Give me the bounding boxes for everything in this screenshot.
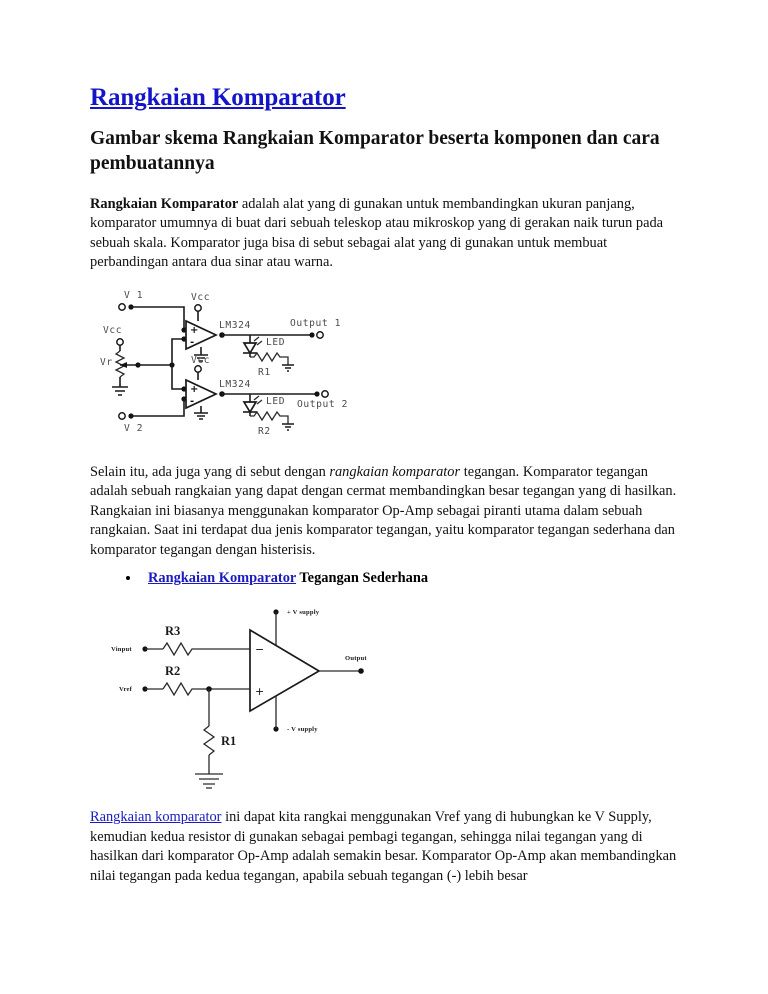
list-item-trailing: Tegangan Sederhana bbox=[296, 570, 429, 587]
led1-triangle bbox=[244, 343, 256, 353]
resistor-r3 bbox=[163, 643, 250, 655]
terminal-v1 bbox=[119, 304, 125, 310]
ground-symbol-r1 bbox=[282, 365, 294, 371]
opamp-minus-sign: − bbox=[255, 643, 265, 657]
figure-dual-lm324-comparator bbox=[98, 283, 678, 453]
ground-symbol-pot bbox=[112, 387, 128, 395]
label-v-supply-minus: - V supply bbox=[287, 726, 318, 734]
wire-wiper-to-opamp1-minus bbox=[172, 339, 184, 365]
paragraph-closing-link[interactable]: Rangkaian komparator bbox=[90, 809, 222, 826]
terminal-output1 bbox=[317, 332, 323, 338]
terminal-opamp1-vcc bbox=[195, 305, 201, 311]
label-led-bottom: LED bbox=[266, 395, 286, 407]
terminal-vcc-pot bbox=[117, 339, 123, 345]
label-vref: Vref bbox=[119, 686, 133, 694]
resistor-r1 bbox=[250, 353, 288, 365]
terminal-v2 bbox=[119, 413, 125, 419]
opamp1-minus-sign: - bbox=[190, 336, 195, 348]
opamp-plus-sign: + bbox=[255, 685, 265, 699]
label-v2: V 2 bbox=[124, 422, 144, 434]
label-ic-bottom: LM324 bbox=[219, 378, 251, 390]
label-output-2: Output 2 bbox=[297, 398, 349, 410]
terminal-opamp2-vcc bbox=[195, 366, 201, 372]
wire-wiper-to-opamp2-plus bbox=[172, 365, 184, 389]
paragraph-closing-body: ini dapat kita rangkai menggunakan Vref yang di hubungkan ke V Supply, kemudian kedua resistor di gunakan sebagai pembagi tegangan, sehingga nilai tegangan yang di hasilkan dari komparator Op-Amp adalah semakin besar. Komparator Op-Amp akan membandingkan nilai tegangan pada kedua tegangan, apabila sebuah tegangan (-) lebih besar bbox=[90, 809, 677, 884]
led2-triangle bbox=[244, 402, 256, 412]
schematic-dual-lm324 bbox=[98, 283, 378, 453]
document-content bbox=[90, 84, 678, 893]
label-opamp2-vcc: Vcc bbox=[191, 354, 211, 366]
wire-v2-to-opamp2-minus bbox=[131, 399, 184, 416]
paragraph-2-after: tegangan. Komparator tegangan adalah sebuah rangkaian yang dapat dengan cermat membandingkan besar tegangan yang di hasilkan. Rangkaian ini biasanya menggunakan komparator Op-Amp sebagai piranti utama dalam sebuah rangkaian. Saat ini terdapat dua jenis komparator tegangan, yaitu komparator tegangan sederhana dan komparator tegangan dengan histerisis. bbox=[90, 463, 677, 558]
label-output: Output bbox=[345, 655, 367, 663]
paragraph-voltage-comparator bbox=[90, 463, 678, 561]
node-output bbox=[358, 669, 364, 675]
label-vinput: Vinput bbox=[111, 646, 132, 654]
label-r1: R1 bbox=[258, 366, 271, 378]
bullet-list bbox=[90, 568, 678, 588]
opamp2-plus-sign: + bbox=[190, 383, 199, 395]
label-r2: R2 bbox=[258, 425, 271, 437]
opamp2-minus-sign: - bbox=[190, 395, 195, 407]
page-title bbox=[90, 84, 678, 113]
label-led-top: LED bbox=[266, 336, 286, 348]
list-item bbox=[148, 568, 678, 588]
node-output2 bbox=[314, 391, 319, 396]
ground-symbol-opamp2 bbox=[194, 413, 208, 419]
figure-simple-voltage-comparator bbox=[95, 598, 678, 798]
terminal-output2 bbox=[322, 391, 328, 397]
label-vr: Vr bbox=[100, 356, 113, 368]
node-output1 bbox=[309, 332, 314, 337]
label-ic-top: LM324 bbox=[219, 319, 251, 331]
resistor-r1 bbox=[204, 726, 214, 755]
label-r2: R2 bbox=[165, 664, 181, 679]
resistor-r2 bbox=[250, 412, 288, 424]
list-item-link[interactable]: Rangkaian Komparator bbox=[148, 570, 297, 587]
paragraph-intro-lead: Rangkaian Komparator bbox=[90, 195, 239, 212]
label-v1: V 1 bbox=[124, 289, 144, 301]
label-r1: R1 bbox=[221, 734, 237, 749]
label-output-1: Output 1 bbox=[290, 317, 342, 329]
paragraph-2-before: Selain itu, ada juga yang di sebut dengan bbox=[90, 463, 330, 480]
paragraph-closing bbox=[90, 808, 678, 886]
label-v-supply-plus: + V supply bbox=[287, 609, 320, 617]
schematic-simple-comparator bbox=[95, 598, 395, 798]
ground-symbol-r1 bbox=[195, 774, 223, 788]
page-title-link[interactable]: Rangkaian Komparator bbox=[90, 84, 346, 111]
ground-symbol-r2 bbox=[282, 424, 294, 430]
paragraph-intro bbox=[90, 195, 678, 273]
label-r3: R3 bbox=[165, 624, 181, 639]
paragraph-intro-body: adalah alat yang di gunakan untuk membandingkan ukuran panjang, komparator umumnya di buat dari sebuah teleskop atau mikroskop yang di gerakan naik turun pada sebuah skala. Komparator juga bisa di sebut sebagai alat yang di gunakan untuk membuat perbandingan antara dua sinar atau warna. bbox=[90, 195, 664, 271]
label-vcc-pot: Vcc bbox=[103, 324, 123, 336]
paragraph-2-italic: rangkaian komparator bbox=[329, 463, 461, 480]
page-subtitle: Gambar skema Rangkaian Komparator beserta komponen dan cara pembuatannya bbox=[90, 127, 660, 174]
opamp1-plus-sign: + bbox=[190, 324, 199, 336]
label-opamp1-vcc: Vcc bbox=[191, 291, 211, 303]
wire-v1-to-opamp1-plus bbox=[131, 307, 184, 330]
